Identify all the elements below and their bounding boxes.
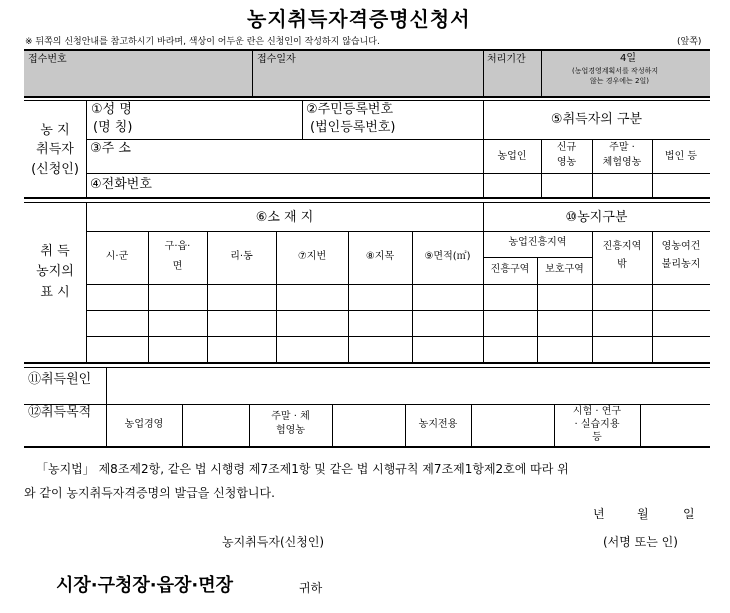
purpose-weekend: 주말 · 체 bbox=[271, 411, 310, 422]
disadvantaged-farmland-column: 영농여건 bbox=[661, 241, 701, 252]
registration-number-label: ②주민등록번호 bbox=[306, 102, 394, 117]
applicant-signature-label: 농지취득자(신청인) bbox=[222, 535, 325, 549]
name-label: ①성 명 bbox=[91, 102, 132, 117]
sigun-column: 시·군 bbox=[105, 251, 129, 262]
processing-period-label: 처리기간 bbox=[487, 54, 526, 65]
signature-note: (서명 또는 인) bbox=[603, 535, 678, 549]
gu-column-2: 면 bbox=[172, 261, 183, 272]
receipt-date-label: 접수일자 bbox=[257, 54, 296, 65]
registration-number-label-sub: (법인등록번호) bbox=[310, 120, 396, 135]
outside-promotion-column-2: 밖 bbox=[617, 259, 627, 270]
purpose-research-3: 등 bbox=[592, 432, 602, 443]
name-label-sub: (명 칭) bbox=[93, 120, 133, 135]
lot-number-column: ⑦지번 bbox=[297, 251, 327, 262]
receipt-number-label: 접수번호 bbox=[28, 54, 67, 65]
purpose-farming: 농업경영 bbox=[124, 419, 164, 430]
purpose-weekend-2: 험영농 bbox=[276, 425, 305, 436]
applicant-type-weekend: 주말 · bbox=[609, 142, 635, 153]
purpose-research: 시험 · 연구 bbox=[572, 406, 622, 417]
applicant-type-new-2: 영농 bbox=[556, 157, 577, 168]
acquisition-purpose-label: ⑫취득목적 bbox=[28, 405, 92, 420]
land-section-label: 취 득 bbox=[40, 244, 70, 259]
applicant-type-corporation: 법인 등 bbox=[664, 151, 698, 162]
land-category-column: ⑧지목 bbox=[365, 251, 395, 262]
applicant-type-farmer: 농업인 bbox=[497, 151, 527, 162]
promotion-zone-column: 진흥구역 bbox=[490, 264, 530, 275]
purpose-conversion: 농지전용 bbox=[418, 419, 458, 430]
date-year-label: 년 bbox=[593, 507, 605, 521]
gu-column: 구·읍· bbox=[164, 241, 191, 252]
declaration-text-2: 와 같이 농지취득자격증명의 발급을 신청합니다. bbox=[24, 486, 275, 500]
applicant-section-label-2: 취득자 bbox=[36, 142, 74, 157]
purpose-research-2: · 실습지용 bbox=[574, 419, 620, 430]
date-day-label: 일 bbox=[683, 507, 695, 521]
notice-text: ※ 뒤쪽의 신청안내를 참고하시기 바라며, 색상이 어두운 란은 신청인이 작성하지 않습니다. bbox=[25, 37, 380, 47]
addressee: 시장·구청장·읍장·면장 bbox=[56, 575, 234, 596]
land-section-label-3: 표 시 bbox=[40, 285, 70, 300]
address-label: ③주 소 bbox=[90, 141, 131, 156]
honorific: 귀하 bbox=[299, 581, 323, 595]
phone-label: ④전화번호 bbox=[90, 177, 152, 192]
declaration-text: 「농지법」 제8조제2항, 같은 법 시행령 제7조제1항 및 같은 법 시행규칙 제7조제1항제2호에 따라 위 bbox=[36, 462, 569, 476]
acquisition-cause-label: ⑪취득원인 bbox=[28, 372, 92, 387]
applicant-type-new: 신규 bbox=[556, 142, 577, 153]
promotion-area-header: 농업진흥지역 bbox=[508, 237, 567, 248]
page-side-label: (앞쪽) bbox=[677, 37, 702, 47]
processing-period-note: (농업경영계획서를 작성하지 bbox=[572, 67, 659, 75]
applicant-section-label-3: (신청인) bbox=[31, 162, 79, 177]
disadvantaged-farmland-column-2: 불리농지 bbox=[661, 259, 701, 270]
land-class-header: ⑩농지구분 bbox=[565, 210, 628, 225]
area-column: ⑨면적(㎡) bbox=[424, 251, 471, 262]
protection-zone-column: 보호구역 bbox=[545, 264, 584, 275]
land-section-label-2: 농지의 bbox=[36, 264, 74, 279]
outside-promotion-column: 진흥지역 bbox=[602, 241, 642, 252]
ri-column: 리·동 bbox=[230, 251, 253, 262]
applicant-section-label: 농 지 bbox=[40, 123, 70, 138]
applicant-type-header: ⑤취득자의 구분 bbox=[550, 112, 643, 127]
processing-period-note-2: 않는 경우에는 2일) bbox=[590, 77, 649, 85]
applicant-type-weekend-2: 체험영농 bbox=[602, 157, 642, 168]
location-header: ⑥소 재 지 bbox=[255, 210, 314, 225]
form-title: 농지취득자격증명신청서 bbox=[247, 7, 471, 31]
processing-period-value: 4일 bbox=[620, 53, 637, 64]
date-month-label: 월 bbox=[637, 507, 649, 521]
